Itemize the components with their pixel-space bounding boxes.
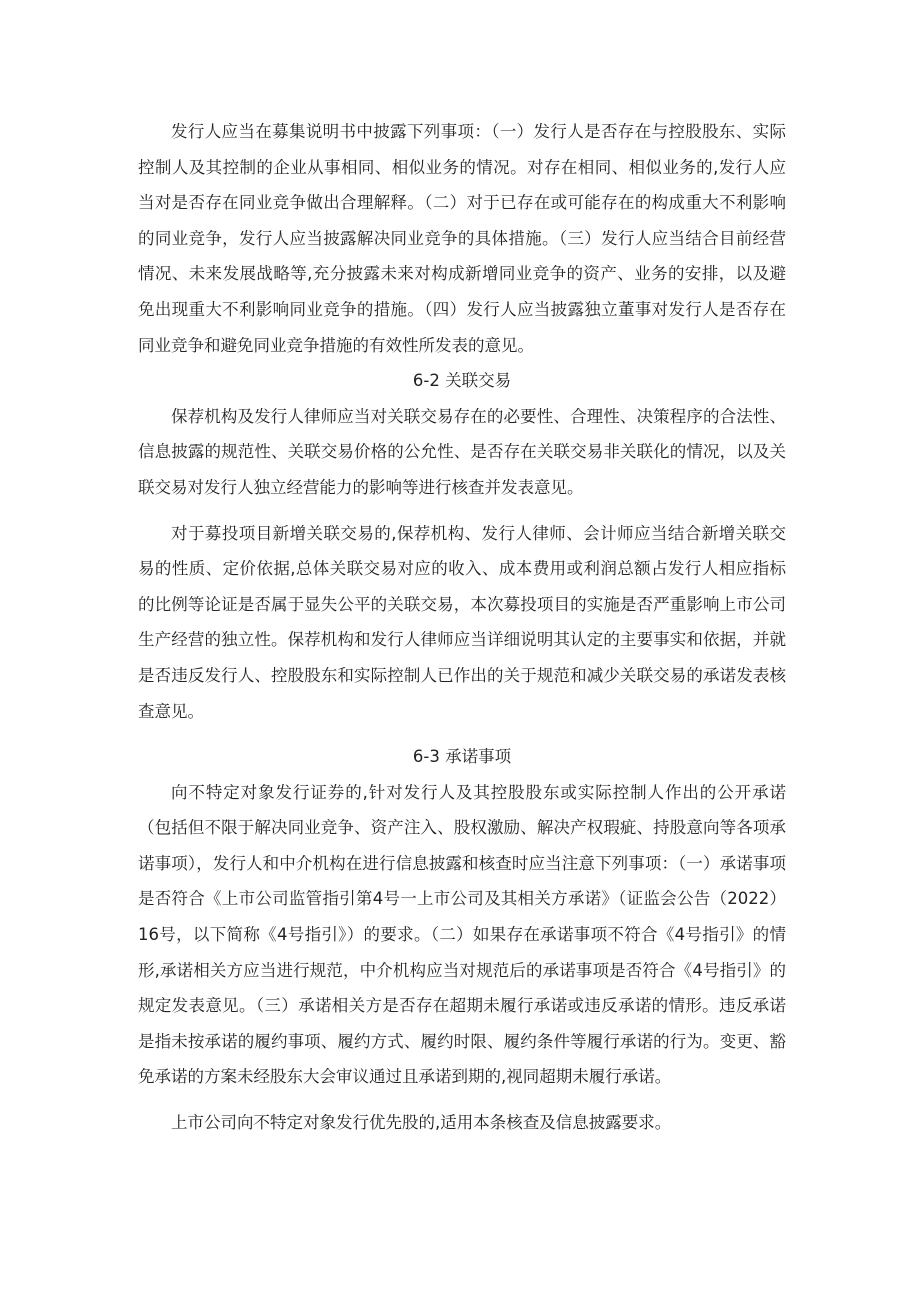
commitments-paragraph: 向不特定对象发行证券的,针对发行人及其控股股东或实际控制人作出的公开承诺（包括但不限于解决同业竞争、资产注入、股权激励、解决产权瑕疵、持股意向等各项承诺事项），发行人和中介机构在进行信息披露和核查时应当注意下列事项：（一）承诺事项是否符合《上市公司监管指引第4号一上市公司及其相关方承诺》（证监会公告（2022）16号，以下简称《4号指引》）的要求。（二）如果存在承诺事项不符合《4号指引》的情形,承诺相关方应当进行规范，中介机构应当对规范后的承诺事项是否符合《4号指引》的规定发表意见。（三）承诺相关方是否存在超期未履行承诺或违反承诺的情形。违反承诺是指未按承诺的履约事项、履约方式、履约时限、履约条件等履行承诺的行为。变更、豁免承诺的方案未经股东大会审议通过且承诺到期的,视同超期未履行承诺。 [138, 782, 786, 1087]
section-heading-related-transactions: 6-2 关联交易 [412, 371, 512, 391]
preferred-shares-paragraph: 上市公司向不特定对象发行优先股的,适用本条核查及信息披露要求。 [171, 1113, 672, 1133]
competition-disclosure-paragraph: 发行人应当在募集说明书中披露下列事项：（一）发行人是否存在与控股股东、实际控制人及其控制的企业从事相同、相似业务的情况。对存在相同、相似业务的,发行人应当对是否存在同业竞争做出合理解释。（二）对于已存在或可能存在的构成重大不利影响的同业竞争，发行人应当披露解决同业竞争的具体措施。（三）发行人应当结合目前经营情况、未来发展战略等,充分披露未来对构成新增同业竞争的资产、业务的安排，以及避免出现重大不利影响同业竞争的措施。（四）发行人应当披露独立董事对发行人是否存在同业竞争和避免同业竞争措施的有效性所发表的意见。 [138, 122, 786, 355]
related-transactions-paragraph: 保荐机构及发行人律师应当对关联交易存在的必要性、合理性、决策程序的合法性、信息披露的规范性、关联交易价格的公允性、是否存在关联交易非关联化的情况，以及关联交易对发行人独立经营能力的影响等进行核查并发表意见。 [138, 406, 786, 497]
section-heading-commitments: 6-3 承诺事项 [412, 747, 512, 767]
document-body [138, 114, 786, 1141]
fundraising-related-transactions-paragraph: 对于募投项目新增关联交易的,保荐机构、发行人律师、会计师应当结合新增关联交易的性质、定价依据,总体关联交易对应的收入、成本费用或利润总额占发行人相应指标的比例等论证是否属于显失公平的关联交易，本次募投项目的实施是否严重影响上市公司生产经营的独立性。保荐机构和发行人律师应当详细说明其认定的主要事实和依据，并就是否违反发行人、控股股东和实际控制人已作出的关于规范和减少关联交易的承诺发表核查意见。 [138, 523, 786, 721]
